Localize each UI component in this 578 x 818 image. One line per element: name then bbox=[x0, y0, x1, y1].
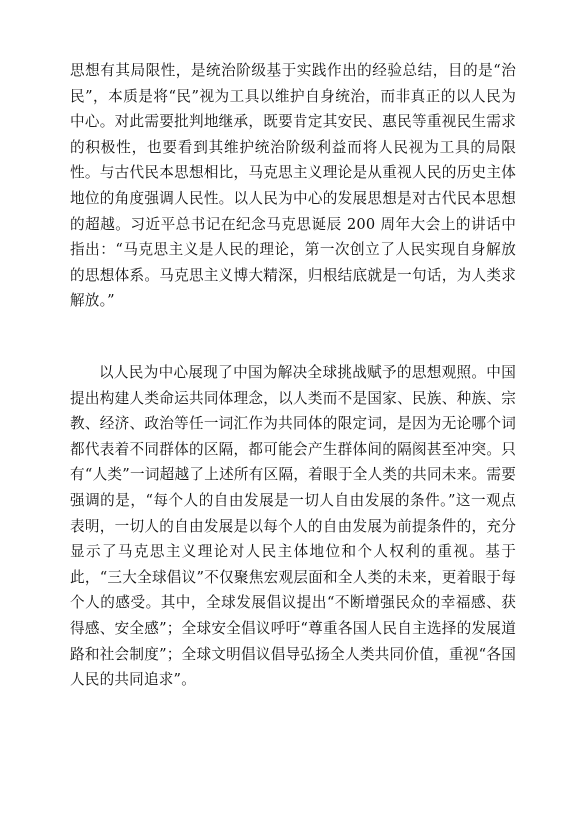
paragraph-people-centered: 以人民为中心展现了中国为解决全球挑战赋予的思想观照。中国提出构建人类命运共同体理念，以人类而不是国家、民族、种族、宗教、经济、政治等任一词汇作为共同体的限定词，是因为无论哪个词都代表着不同群体的区隔，都可能会产生群体间的隔阂甚至冲突。只有“人类”一词超越了上述所有区隔，着眼于全人类的共同未来。需要强调的是，“每个人的自由发展是一切人自由发展的条件。”这一观点表明，一切人的自由发展是以每个人的自由发展为前提条件的，充分显示了马克思主义理论对人民主体地位和个人权利的重视。基于此，“三大全球倡议”不仅聚焦宏观层面和全人类的未来，更着眼于每个人的感受。其中，全球发展倡议提出“不断增强民众的幸福感、获得感、安全感”；全球安全倡议呼吁“尊重各国人民自主选择的发展道路和社会制度”；全球文明倡议倡导弘扬全人类共同价值，重视“各国人民的共同追求”。 bbox=[70, 364, 516, 689]
paragraph-continuation: 思想有其局限性，是统治阶级基于实践作出的经验总结，目的是“治民”，本质是将“民”视为工具以维护自身统治，而非真正的以人民为中心。对此需要批判地继承，既要肯定其安民、惠民等重视民生需求的积极性，也要看到其维护统治阶级利益而将人民视为工具的局限性。与古代民本思想相比，马克思主义理论是从重视人民的历史主体地位的角度强调人民性。以人民为中心的发展思想是对古代民本思想的超越。习近平总书记在纪念马克思诞辰 200 周年大会上的讲话中指出：“马克思主义是人民的理论，第一次创立了人民实现自身解放的思想体系。马克思主义博大精深，归根结底就是一句话，为人类求解放。” bbox=[70, 62, 516, 310]
